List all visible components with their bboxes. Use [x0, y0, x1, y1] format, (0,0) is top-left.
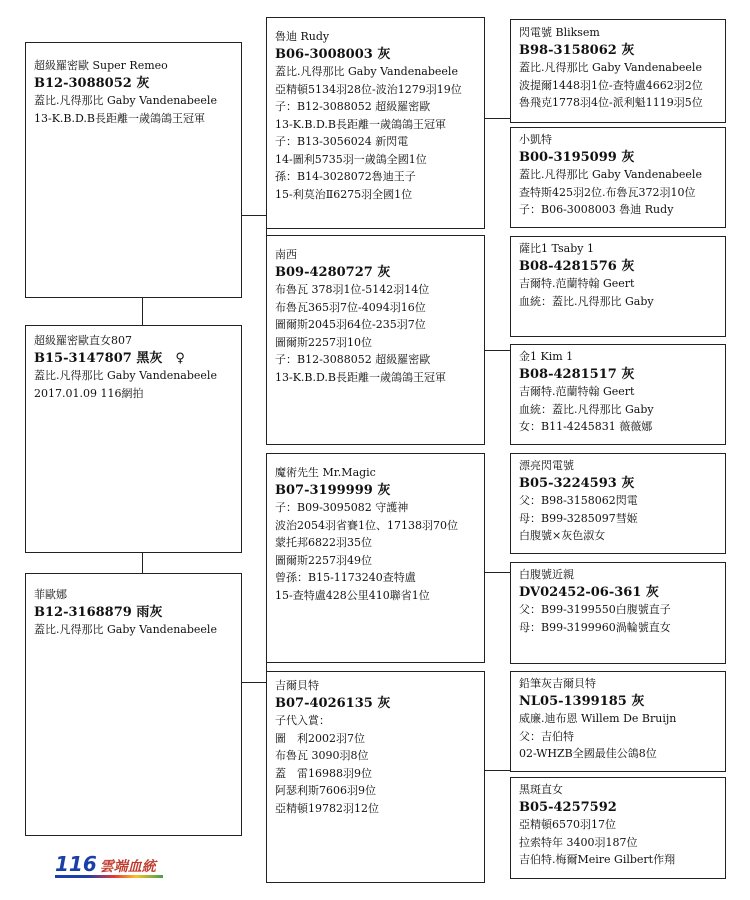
sire-sire-info-line: 13-K.B.D.B長距離一歲鴿鴿王冠軍 [275, 117, 447, 131]
dd-sire-card[interactable] [510, 671, 726, 772]
sire-dam-name: 南西 [275, 248, 297, 261]
dd-dam-info-line: 拉索特年 3400羽187位 [519, 835, 638, 849]
sire-card[interactable] [25, 42, 242, 298]
sd-sire-name: 薩比1 Tsaby 1 [519, 242, 594, 255]
dam-card[interactable] [25, 573, 242, 836]
dam-dam-info-line: 蓋 雷16988羽9位 [275, 766, 372, 780]
sire-info-line: 13-K.B.D.B長距離一歲鴿鴿王冠軍 [34, 111, 206, 125]
sire-info-line: 蓋比.凡得那比 Gaby Vandenabeele [34, 94, 217, 107]
ds-sire-ring-color: B05-3224593 灰 [519, 475, 635, 491]
dd-sire-name: 鉛筆灰吉爾貝特 [519, 677, 596, 690]
dam-info-line: 蓋比.凡得那比 Gaby Vandenabeele [34, 623, 217, 636]
ds-dam-info-line: 父：B99-3199550白腹號直子 [519, 603, 671, 616]
ds-sire-info-line: 母：B99-3285097彗姬 [519, 511, 638, 525]
sire-sire-info-line: 孫：B14-3028072魯迪王子 [275, 170, 416, 183]
connector-line [241, 682, 267, 683]
dam-dam-info-line: 布魯瓦 3090羽8位 [275, 749, 369, 762]
dam-dam-info-line: 圖 利2002羽7位 [275, 731, 365, 745]
ds-dam-card[interactable] [510, 562, 726, 664]
sd-dam-info-line: 女：B11-4245831 薇薇娜 [519, 420, 653, 433]
dam-dam-ring-color: B07-4026135 灰 [275, 695, 391, 711]
sire-sire-card[interactable] [266, 17, 485, 229]
ss-sire-info-line: 魯飛克1778羽4位-派利魁1119羽5位 [519, 96, 703, 109]
connector-line [484, 350, 510, 351]
dam-sire-card[interactable] [266, 453, 485, 663]
sire-sire-info-line: 亞精頓5134羽28位-波治1279羽19位 [275, 82, 462, 96]
subject-info-line: 蓋比.凡得那比 Gaby Vandenabeele [34, 369, 217, 382]
ss-sire-name: 閃電號 Bliksem [519, 26, 600, 39]
ds-sire-info-line: 白腹號×灰色淑女 [519, 529, 606, 542]
sire-dam-info-line: 布魯瓦365羽7位-4094羽16位 [275, 300, 426, 314]
sd-dam-name: 金1 Kim 1 [519, 350, 574, 363]
sd-dam-info-line: 吉爾特.范蘭特翰 Geert [519, 385, 635, 398]
sire-sire-name: 魯迪 Rudy [275, 30, 330, 43]
sd-dam-info-line: 血統：蓋比.凡得那比 Gaby [519, 402, 654, 416]
dam-name: 菲歐娜 [34, 588, 67, 601]
ss-dam-name: 小凱特 [519, 133, 552, 146]
sire-sire-info-line: 15-利莫治Ⅱ6275羽全國1位 [275, 187, 413, 201]
ss-dam-card[interactable] [510, 127, 726, 228]
connector-line [484, 572, 510, 573]
subject-name: 超級羅密歐直女807 [34, 334, 132, 347]
ds-dam-name: 白腹號近親 [519, 568, 574, 581]
ss-sire-ring-color: B98-3158062 灰 [519, 42, 635, 58]
ds-sire-info-line: 父：B98-3158062閃電 [519, 494, 638, 507]
dam-sire-info-line: 15-查特盧428公里410聯省1位 [275, 588, 430, 602]
dam-dam-info-line: 亞精頓19782羽12位 [275, 801, 379, 815]
dd-dam-card[interactable] [510, 777, 726, 879]
dd-dam-ring-color: B05-4257592 [519, 799, 617, 815]
connector-line [484, 118, 510, 119]
dd-sire-info-line: 威廉.迪布恩 Willem De Bruijn [519, 712, 677, 725]
ss-dam-info-line: 蓋比.凡得那比 Gaby Vandenabeele [519, 168, 702, 181]
sire-dam-info-line: 13-K.B.D.B長距離一歲鴿鴿王冠軍 [275, 370, 447, 384]
dd-dam-name: 黑斑直女 [519, 783, 563, 796]
dam-sire-info-line: 蒙托邦6822羽35位 [275, 536, 372, 549]
sire-sire-info-line: 蓋比.凡得那比 Gaby Vandenabeele [275, 65, 458, 78]
logo-text: 雲端血統 [99, 859, 156, 875]
dd-sire-info-line: 父：吉伯特 [519, 729, 574, 743]
sire-sire-ring-color: B06-3008003 灰 [275, 46, 391, 62]
dd-dam-info-line: 亞精頓6570羽17位 [519, 818, 616, 831]
sire-dam-info-line: 圖爾斯2257羽10位 [275, 335, 372, 349]
subject-card[interactable] [25, 325, 242, 553]
sire-sire-info-line: 14-圖利5735羽一歲鴿全國1位 [275, 152, 427, 166]
sire-sire-info-line: 子：B12-3088052 超級羅密歐 [275, 100, 431, 113]
subject-ring-color: B15-3147807 黑灰 ♀ [34, 350, 185, 366]
sire-ring-color: B12-3088052 灰 [34, 75, 150, 91]
brand-logo [55, 852, 163, 878]
ss-dam-ring-color: B00-3195099 灰 [519, 149, 635, 165]
sd-sire-card[interactable] [510, 236, 726, 337]
ss-dam-info-line: 子：B06-3008003 魯迪 Rudy [519, 203, 674, 216]
sd-sire-ring-color: B08-4281576 灰 [519, 258, 635, 274]
dd-sire-info-line: 02-WHZB全國最佳公鴿8位 [519, 747, 657, 760]
dam-dam-info-line: 阿瑟利斯7606羽9位 [275, 784, 376, 797]
connector-line [142, 297, 143, 326]
sd-dam-ring-color: B08-4281517 灰 [519, 366, 635, 382]
connector-line [241, 215, 267, 216]
ds-sire-name: 漂亮閃電號 [519, 459, 574, 472]
sire-dam-ring-color: B09-4280727 灰 [275, 264, 391, 280]
sd-sire-info-line: 血統：蓋比.凡得那比 Gaby [519, 294, 654, 308]
dam-ring-color: B12-3168879 雨灰 [34, 604, 163, 620]
dam-dam-info-line: 子代入賞： [275, 714, 330, 727]
dd-sire-ring-color: NL05-1399185 灰 [519, 693, 645, 709]
ss-sire-info-line: 波提爾1448羽1位-查特盧4662羽2位 [519, 78, 703, 92]
dam-dam-card[interactable] [266, 671, 485, 883]
sire-dam-info-line: 圖爾斯2045羽64位-235羽7位 [275, 318, 426, 331]
connector-line [484, 770, 510, 771]
subject-info-line: 2017.01.09 116網拍 [34, 386, 144, 400]
dam-dam-name: 吉爾貝特 [275, 679, 319, 692]
dd-dam-info-line: 吉伯特.梅爾Meire Gilbert作翔 [519, 853, 676, 866]
dam-sire-info-line: 子：B09-3095082 守護神 [275, 501, 409, 514]
connector-line [142, 552, 143, 574]
sd-sire-info-line: 吉爾特.范蘭特翰 Geert [519, 277, 635, 290]
ds-sire-card[interactable] [510, 453, 726, 554]
ss-sire-card[interactable] [510, 19, 726, 123]
sire-sire-info-line: 子：B13-3056024 新閃電 [275, 135, 409, 148]
sd-dam-card[interactable] [510, 344, 726, 445]
ss-dam-info-line: 查特斯425羽2位.布魯瓦372羽10位 [519, 185, 696, 199]
dam-sire-ring-color: B07-3199999 灰 [275, 482, 391, 498]
sire-name: 超級羅密歐 Super Remeo [34, 59, 168, 72]
dam-sire-info-line: 圖爾斯2257羽49位 [275, 553, 372, 567]
ss-sire-info-line: 蓋比.凡得那比 Gaby Vandenabeele [519, 61, 702, 74]
sire-dam-card[interactable] [266, 235, 485, 445]
sire-dam-info-line: 布魯瓦 378羽1位-5142羽14位 [275, 283, 430, 296]
dam-sire-name: 魔術先生 Mr.Magic [275, 466, 376, 479]
logo-number: 116 [55, 852, 97, 876]
ds-dam-info-line: 母：B99-3199960渦輪號直女 [519, 620, 671, 634]
sire-dam-info-line: 子：B12-3088052 超級羅密歐 [275, 353, 431, 366]
dam-sire-info-line: 曾孫：B15-1173240查特盧 [275, 571, 416, 584]
dam-sire-info-line: 波治2054羽省賽1位、17138羽70位 [275, 518, 458, 532]
ds-dam-ring-color: DV02452-06-361 灰 [519, 584, 659, 600]
